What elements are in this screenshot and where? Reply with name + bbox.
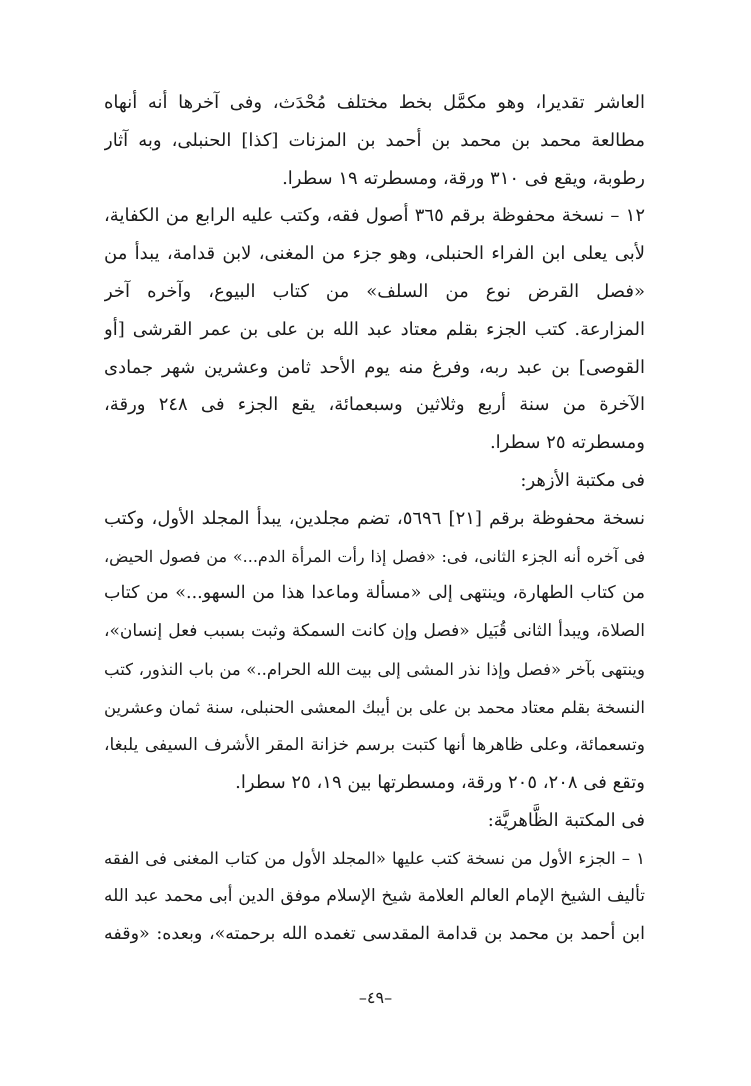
text-line: ومسطرته ٢٥ سطرا. [489, 432, 645, 454]
section-heading-zahiriyya: فى المكتبة الظَّاهريَّة: [487, 810, 645, 832]
text-line: نسخة محفوظة برقم [٢١] ٥٦٩٦، تضم مجلدين، يبدأ المجلد الأول، وكتب [104, 507, 645, 529]
text-line: من كتاب الطهارة، وينتهى إلى «مسألة وماعدا هذا من السهو...» من كتاب [104, 583, 645, 604]
text-line: الآخرة من سنة أربع وثلاثين وسبعمائة، يقع الجزء فى ٢٤٨ ورقة، [104, 394, 645, 416]
text-line: مطالعة محمد بن محمد بن أحمد بن المزنات [كذا] الحنبلى، وبه آثار [104, 129, 645, 151]
text-line: ابن أحمد بن محمد بن قدامة المقدسى تغمده الله برحمته»، وبعده: «وقفه [104, 923, 645, 944]
text-line: رطوبة، ويقع فى ٣١٠ ورقة، ومسطرته ١٩ سطرا. [282, 167, 645, 189]
text-line: القوصى] بن عبد ربه، وفرغ منه يوم الأحد ثامن وعشرين شهر جمادى [104, 356, 645, 378]
paragraph-zahiriyya-item-1 [104, 840, 645, 953]
paragraph-item-12 [104, 197, 645, 462]
text-line: «فصل القرض نوع من السلف» من كتاب البيوع، وآخره آخر [104, 280, 645, 302]
page-number: –٤٩– [358, 988, 393, 1007]
text-line: المزارعة. كتب الجزء بقلم معتاد عبد الله بن على بن عمر القرشى [أو [104, 318, 645, 340]
text-line: وتسعمائة، وعلى ظاهرها أنها كتبت برسم خزانة المقر الأشرف السيفى يلبغا، [104, 734, 645, 755]
text-line: العاشر تقديرا، وهو مكمَّل بخط مختلف مُحْدَث، وفى آخرها أنه أنهاه [104, 92, 645, 113]
text-line: فى آخره أنه الجزء الثانى، فى: «فصل إذا رأت المرأة الدم...» من فصول الحيض، [104, 546, 645, 566]
page-body [104, 84, 645, 953]
text-line: تأليف الشيخ الإمام العالم العلامة شيخ الإسلام موفق الدين أبى محمد عبد الله [104, 885, 645, 906]
text-line: وتقع فى ٢٠٨، ٢٠٥ ورقة، ومسطرتها بين ١٩، ٢٥ سطرا. [235, 772, 645, 794]
text-line: ١٢ – نسخة محفوظة برقم ٣٦٥ أصول فقه، وكتب عليه الرابع من الكفاية، [104, 205, 645, 227]
text-line: النسخة بقلم معتاد محمد بن على بن أيبك المعشى الحنبلى، سنة ثمان وعشرين [104, 697, 645, 717]
text-line: وينتهى بآخر «فصل وإذا نذر المشى إلى بيت الله الحرام..» من باب النذور، كتب [104, 659, 645, 679]
text-line: لأبى يعلى ابن الفراء الحنبلى، وهو جزء من المغنى، لابن قدامة، يبدأ من [104, 243, 645, 265]
text-line: ١ – الجزء الأول من نسخة كتب عليها «المجلد الأول من كتاب المغنى فى الفقه [104, 848, 645, 868]
paragraph-azhar [104, 500, 645, 802]
paragraph-continuation [104, 84, 645, 197]
text-line: الصلاة، ويبدأ الثانى قُبَيل «فصل وإن كانت السمكة وثبت بسبب فعل إنسان»، [104, 621, 645, 642]
section-heading-azhar: فى مكتبة الأزهر: [520, 469, 645, 491]
